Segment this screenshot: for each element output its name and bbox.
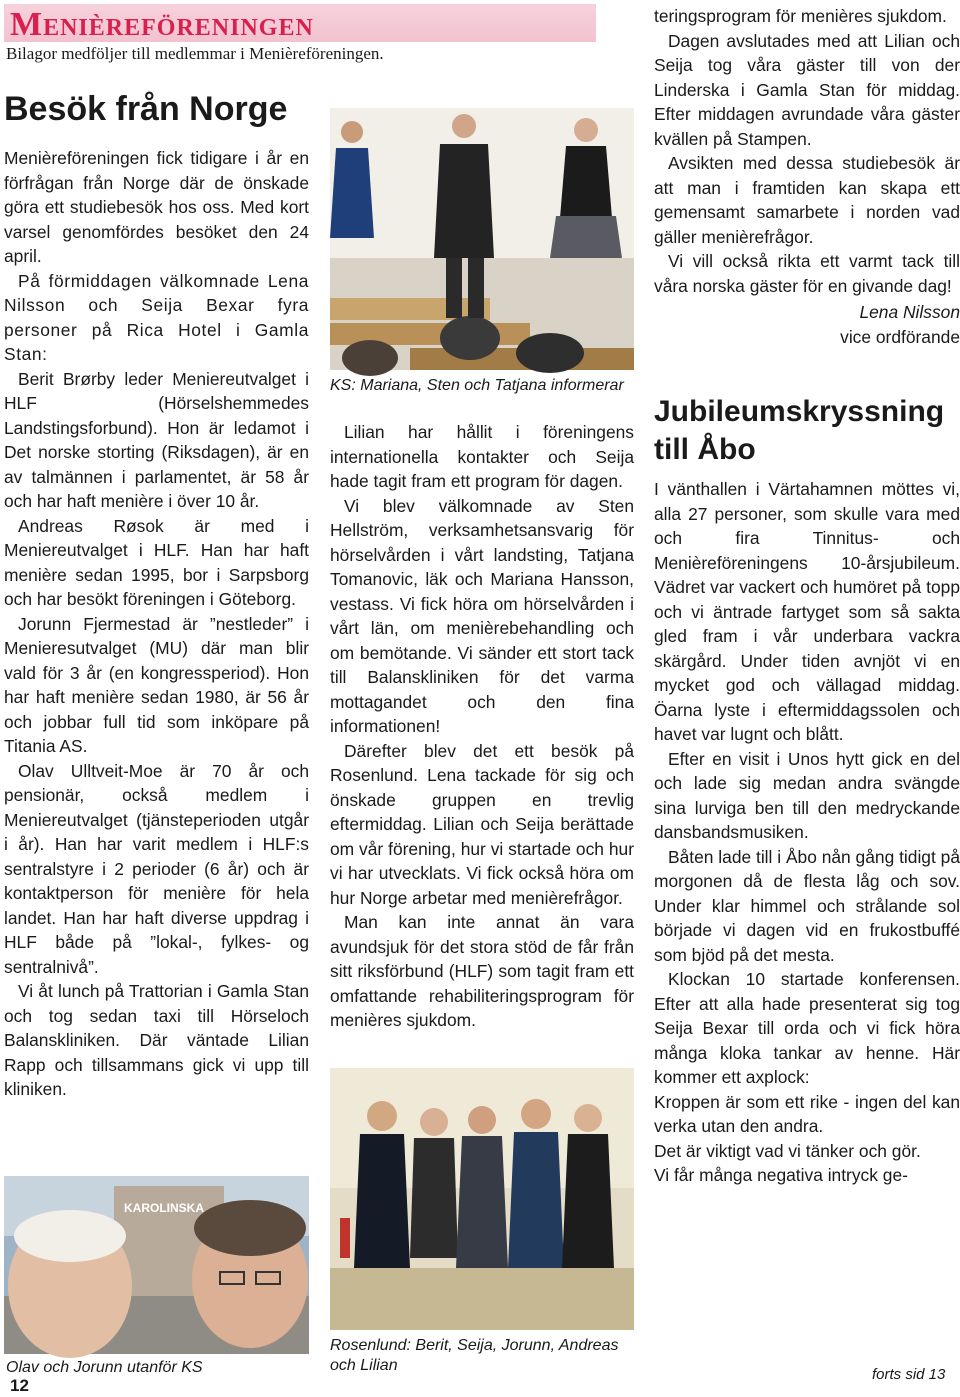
photo-olav-jorunn bbox=[4, 1176, 309, 1354]
caption-olav-jorunn: Olav och Jorunn utanför KS bbox=[6, 1359, 203, 1376]
paragraph: Båten lade till i Åbo nån gång tidigt på morgonen då de flesta låg och sov. Under klar himmel och strålande sol började vi dagen vid en frukostbuffé som bjöd på det mesta. bbox=[654, 846, 960, 965]
paragraph: Vi blev välkomnade av Sten Hellström, verksamhetsansvarig för hörselvården i vårt landsting, Tatjana Tomanovic, läk och Mariana Hansson, vestass. Vi fick höra om hörselvården i vårt län, om menièrebehandling och om bemötande. Vi sänder ett stort tack till Balanskliniken för det varma mottagandet och den fina informationen! bbox=[330, 495, 634, 736]
caption-rosenlund: Rosenlund: Berit, Seija, Jorunn, Andreas och Lilian bbox=[330, 1337, 619, 1374]
paragraph: Det är viktigt vad vi tänker och gör. bbox=[654, 1140, 921, 1161]
paragraph: Menièreföreningen fick tidigare i år en förfrågan från Norge där de önskade göra ett studiebesök hos oss. Med kort varsel genomfördes besöket den 24 april. bbox=[4, 148, 309, 266]
paragraph-continued: teringsprogram för menières sjukdom. bbox=[654, 6, 947, 26]
paragraph: Efter en visit i Unos hytt gick en del och lade sig medan andra svängde sina lurviga ben till den medryckande dansbandsmusiken. bbox=[654, 748, 960, 842]
article-besok-column-1 bbox=[4, 90, 309, 1102]
header-band bbox=[4, 4, 596, 42]
paragraph: Lilian har hållit i föreningens internationella kontakter och Seija hade tagit fram ett program för dagen. bbox=[330, 422, 634, 491]
ks-building-sign: KAROLINSKA bbox=[124, 1201, 204, 1215]
photo-rosenlund-group bbox=[330, 1068, 634, 1330]
paragraph: Vi åt lunch på Trattorian i Gamla Stan och tog sedan taxi till Hörseloch Balanskliniken. Där väntade Lilian Rapp och tillsammans gick vi upp till kliniken. bbox=[4, 981, 309, 1099]
photo-olav-jorunn-image bbox=[4, 1176, 309, 1354]
paragraph: Berit Brørby leder Meniereutvalget i HLF (Hörselshemmedes Landstingsforbund). Hon är ledamot i Det norske storting (Riksdagen), är en av talmännen i parlamentet, är 58 år och har haft menière i över 10 år. bbox=[4, 368, 309, 511]
paragraph: I vänthallen i Värtahamnen möttes vi, alla 27 personer, som skulle vara med och fira Tinnitus- och Menièreföreningens 10-årsjubileum. Vädret var vackert och humöret på topp och vi äntrade fartyget som så sakta gled fram i vår underbara vackra skärgård. Under tiden avnjöt vi en mycket god och vällagad middag. Öarna lyste i eftermiddagssolen och havet var lugnt och blått. bbox=[654, 479, 960, 744]
paragraph: Jorunn Fjermestad är ”nestleder” i Menieresutvalget (MU) där man blir vald för 3 år (en kongressperiod). Hon har haft menière sedan 1980, är 56 år och jobbar full tid som inköpare på Titania AS. bbox=[4, 613, 309, 756]
article-title-besok-fran-norge: Besök från Norge bbox=[4, 90, 288, 128]
paragraph: Därefter blev det ett besök på Rosenlund. Lena tackade för sig och önskade gruppen en trevlig eftermiddag. Lilian och Seija berättade om vår förening, hur vi startade och hur vi har utvecklats. Vi fick också höra om hur Norge arbetar med menièrefrågor. bbox=[330, 740, 634, 908]
photo-ks-presentation bbox=[330, 108, 634, 370]
article-besok-column-2 bbox=[330, 420, 634, 1030]
paragraph: Man kan inte annat än vara avundsjuk för det stora stöd de får från sitt riksförbund (HLF) som tagit fram ett omfattande rehabiliteringsprogram för menières sjukdom. bbox=[330, 912, 634, 1030]
paragraph: Kroppen är som ett rike - ingen del kan verka utan den andra. bbox=[654, 1091, 960, 1136]
paragraph: Vi får många negativa intryck ge- bbox=[654, 1165, 908, 1185]
signature-name: Lena Nilsson bbox=[859, 302, 960, 322]
paragraph: Olav Ulltveit-Moe är 70 år och pensionär, också medlem i Meniereutvalget (tjänsteperioden utgår i år). Han har varit medlem i HLF:s sentralstyre i 2 perioder (6 år) och är kontaktperson för menière för hela landet. Han har haft diverse uppdrag i HLF både på ”lokal-, fylkes- og sentralnivå”. bbox=[4, 760, 309, 977]
article-title-jubileumskryssning: Jubileumskryssning till Åbo bbox=[654, 395, 945, 466]
paragraph: På förmiddagen välkomnade Lena Nilsson och Seija Bexar fyra personer på Rica Hotel i Gamla Stan: bbox=[4, 270, 309, 364]
header-subline: Bilagor medföljer till medlemmar i Menièreföreningen. bbox=[6, 44, 384, 63]
signature-role: vice ordförande bbox=[840, 326, 960, 347]
photo-rosenlund-group-image bbox=[330, 1068, 634, 1330]
paragraph: Andreas Røsok är med i Meniereutvalget i HLF. Han har haft menière sedan 1995, bor i Sarpsborg och har besökt föreningen i Göteborg. bbox=[4, 515, 309, 609]
masthead-title: Menièreföreningen bbox=[10, 6, 314, 43]
photo-ks-presentation-image bbox=[330, 108, 634, 370]
paragraph: Dagen avslutades med att Lilian och Seija tog våra gäster till von der Linderska i Gamla Stan för middag. Efter middagen avrundade våra gäster kvällen på Stampen. bbox=[654, 30, 960, 149]
paragraph: Avsikten med dessa studiebesök är att man i framtiden kan skapa ett gemensamt samarbete i norden vad gäller menièrefrågor. bbox=[654, 153, 960, 247]
right-column bbox=[654, 4, 960, 1188]
caption-ks: KS: Mariana, Sten och Tatjana informerar bbox=[330, 377, 624, 394]
paragraph: Vi vill också rikta ett varmt tack till våra norska gäster för en givande dag! bbox=[654, 251, 960, 296]
paragraph: Klockan 10 startade konferensen. Efter att alla hade presenterat sig tog Seija Bexar till orda och vi fick höra många kloka tankar av henne. Här kommer ett axplock: bbox=[654, 969, 960, 1087]
page-number: 12 bbox=[10, 1376, 29, 1395]
continued-note: forts sid 13 bbox=[872, 1366, 946, 1383]
